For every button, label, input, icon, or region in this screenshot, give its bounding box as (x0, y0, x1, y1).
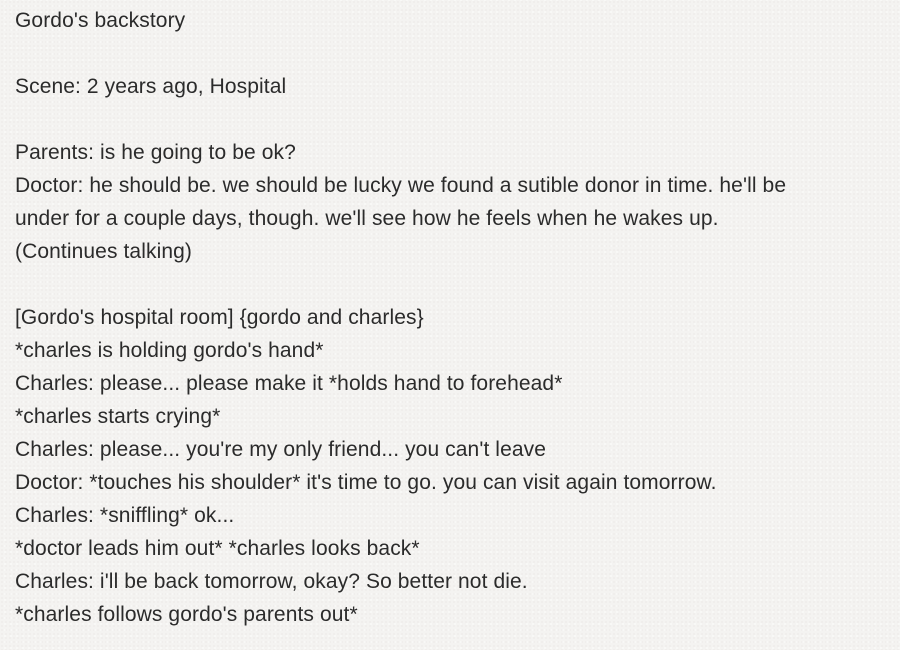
stage-direction: *charles follows gordo's parents out* (15, 603, 358, 626)
scene-heading: Scene: 2 years ago, Hospital (15, 75, 287, 98)
note-title: Gordo's backstory (15, 9, 186, 32)
stage-direction: *charles starts crying* (15, 405, 221, 428)
scene-heading: [Gordo's hospital room] {gordo and charles} (15, 306, 424, 329)
dialogue-line: Charles: i'll be back tomorrow, okay? So better not die. (15, 570, 528, 593)
blank-line (15, 268, 895, 301)
stage-direction: *charles is holding gordo's hand* (15, 339, 324, 362)
note-body[interactable] (15, 4, 895, 631)
dialogue-line: under for a couple days, though. we'll see how he feels when he wakes up. (15, 207, 719, 230)
dialogue-line: Charles: *sniffling* ok... (15, 504, 235, 527)
blank-line (15, 103, 895, 136)
blank-line (15, 37, 895, 70)
stage-direction: (Continues talking) (15, 240, 192, 263)
dialogue-line: Doctor: he should be. we should be lucky we found a sutible donor in time. he'll be (15, 174, 787, 197)
dialogue-line: Charles: please... please make it *holds hand to forehead* (15, 372, 563, 395)
dialogue-line: Charles: please... you're my only friend... you can't leave (15, 438, 547, 461)
dialogue-line: Doctor: *touches his shoulder* it's time to go. you can visit again tomorrow. (15, 471, 717, 494)
stage-direction: *doctor leads him out* *charles looks back* (15, 537, 420, 560)
dialogue-line: Parents: is he going to be ok? (15, 141, 296, 164)
